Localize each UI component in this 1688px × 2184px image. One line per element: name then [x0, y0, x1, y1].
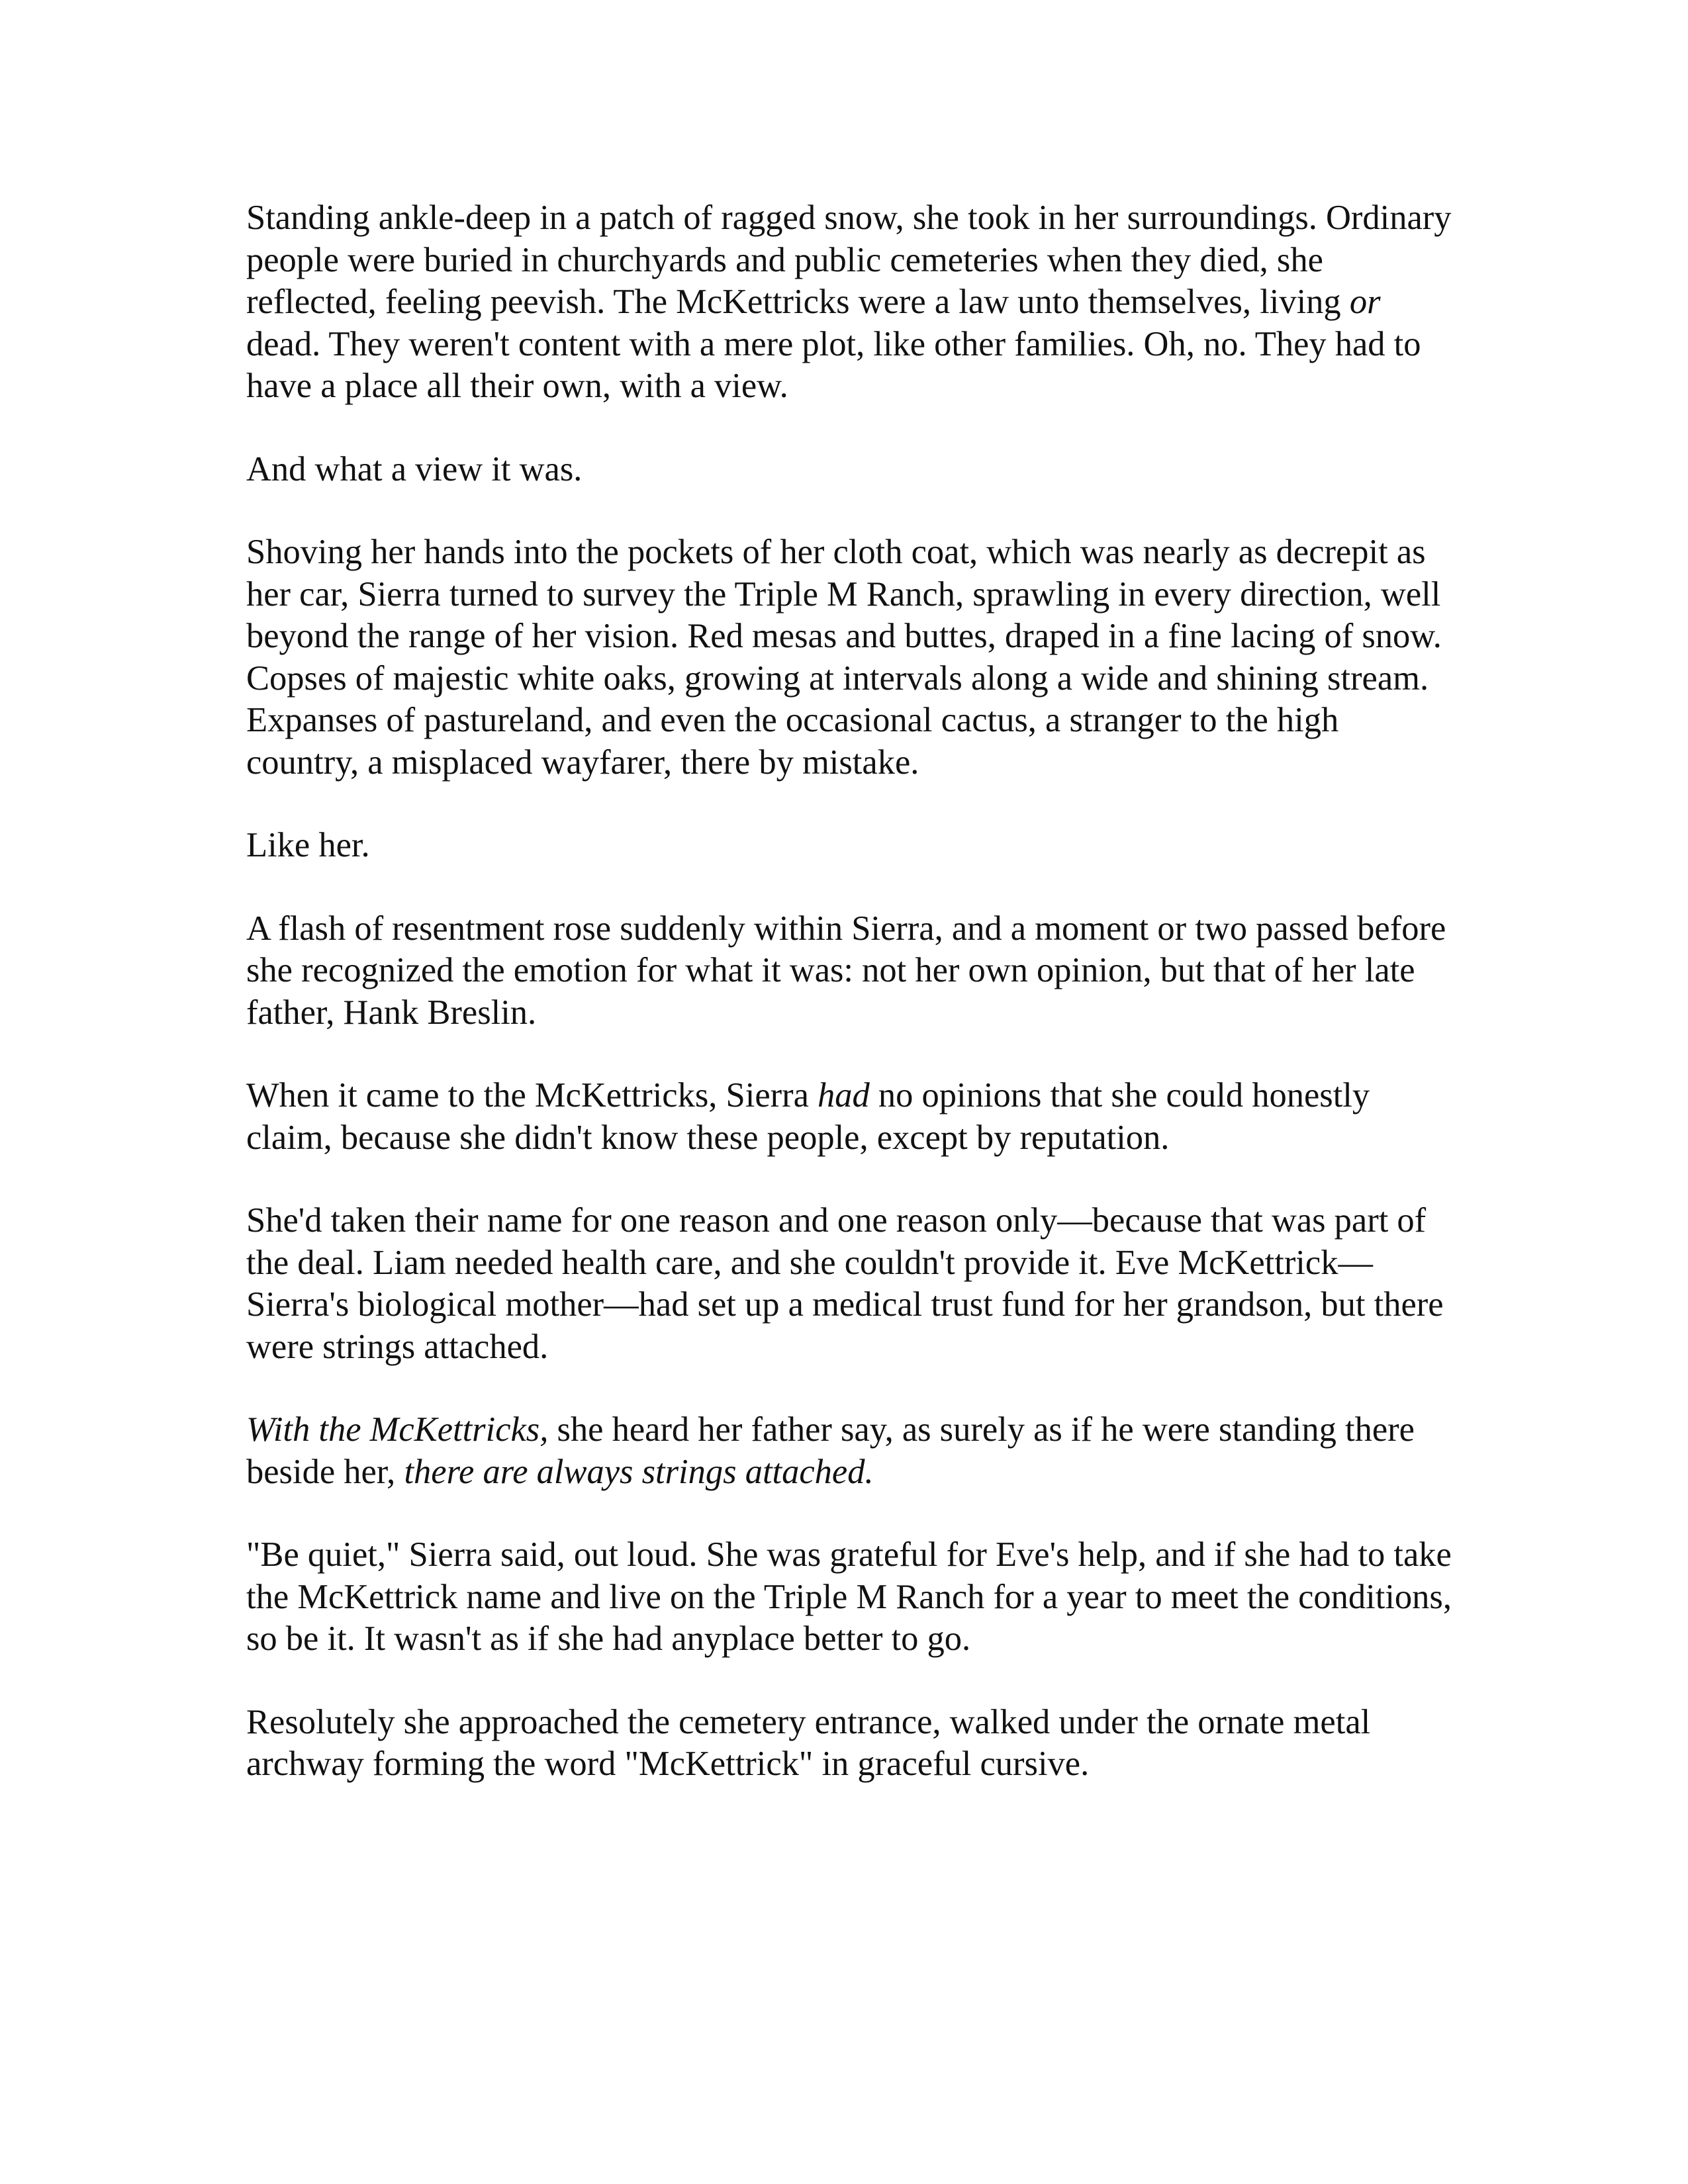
body-text	[246, 197, 1458, 1786]
paragraph-1-text-a: Standing ankle-deep in a patch of ragged snow, she took in her surroundings. Ordinary people were buried in churchyards and public cemeteries when they died, she reflected, feeling peevish. The McKettricks were a law unto themselves, living	[246, 199, 1452, 321]
paragraph-1	[246, 197, 1458, 408]
paragraph-5: A flash of resentment rose suddenly within Sierra, and a moment or two passed before she recognized the emotion for what it was: not her own opinion, but that of her late father, Hank Breslin.	[246, 909, 1446, 1032]
paragraph-1-emphasis: or	[1349, 283, 1381, 321]
paragraph-4: Like her.	[246, 826, 370, 864]
paragraph-1-text-b: dead. They weren't content with a mere plot, like other families. Oh, no. They had to have a place all their own, with a view.	[246, 324, 1421, 405]
paragraph-8-emphasis-1: With the McKettricks,	[246, 1410, 549, 1449]
paragraph-2: And what a view it was.	[246, 449, 583, 488]
paragraph-6	[246, 1075, 1458, 1159]
paragraph-6-text-b: no opinions that she could honestly claim, because she didn't know these people, except by reputation.	[246, 1076, 1370, 1157]
paragraph-8-text: she heard her father say, as surely as if he were standing there beside her,	[246, 1410, 1415, 1491]
paragraph-7: She'd taken their name for one reason and one reason only—because that was part of the deal. Liam needed health care, and she couldn't provide it. Eve McKettrick—Sierra's biological mother—had set up a medical trust fund for her grandson, but there were strings attached.	[246, 1201, 1444, 1366]
paragraph-6-emphasis: had	[818, 1076, 870, 1115]
paragraph-10: Resolutely she approached the cemetery entrance, walked under the ornate metal archway forming the word "McKettrick" in graceful cursive.	[246, 1702, 1371, 1783]
paragraph-8	[246, 1409, 1458, 1493]
paragraph-8-emphasis-2: there are always strings attached.	[404, 1452, 874, 1491]
paragraph-6-text-a: When it came to the McKettricks, Sierra	[246, 1076, 818, 1115]
paragraph-9: "Be quiet," Sierra said, out loud. She was grateful for Eve's help, and if she had to take the McKettrick name and live on the Triple M Ranch for a year to meet the conditions, so be it. It wasn't as if she had anyplace better to go.	[246, 1535, 1452, 1658]
paragraph-3: Shoving her hands into the pockets of her cloth coat, which was nearly as decrepit as her car, Sierra turned to survey the Triple M Ranch, sprawling in every direction, well beyond the range of her vision. Red mesas and buttes, draped in a fine lacing of snow. Copses of majestic white oaks, growing at intervals along a wide and shining stream. Expanses of pastureland, and even the occasional cactus, a stranger to the high country, a misplaced wayfarer, there by mistake.	[246, 533, 1442, 782]
